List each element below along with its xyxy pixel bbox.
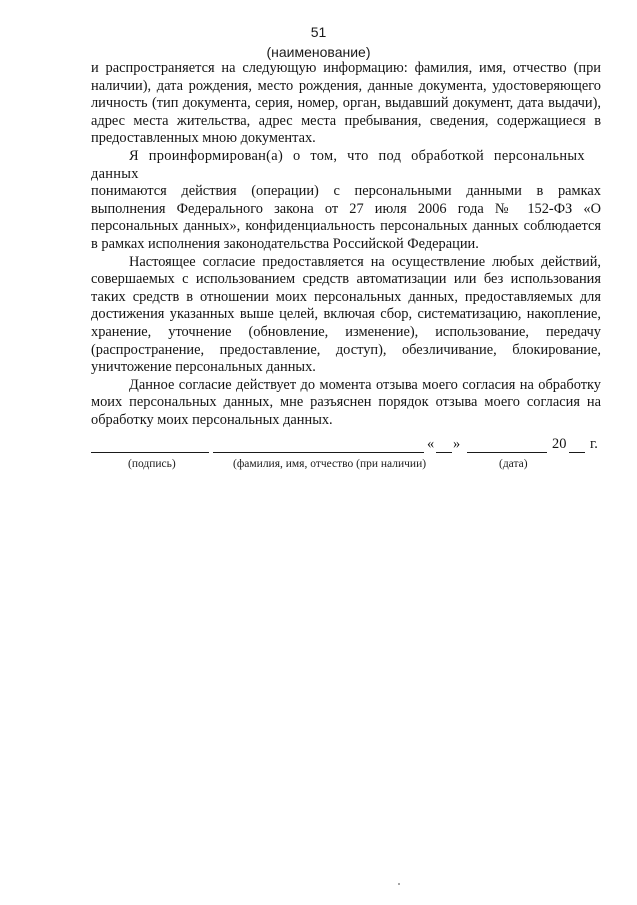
month-line[interactable] <box>467 436 547 453</box>
year-line[interactable] <box>569 436 585 453</box>
full-name-line[interactable] <box>213 436 424 453</box>
signature-line[interactable] <box>91 436 209 453</box>
paragraph-consent-validity: Данное согласие действует до момента отзыва моего согласия на обработку моих персональных данных, мне разъяснен порядок отзыва моего согласия на обработку моих персональных данных. <box>91 376 601 428</box>
year-prefix: 20 <box>552 436 567 452</box>
date-quote-open: « <box>427 436 435 452</box>
paragraph-personal-info: и распространяется на следующую информацию: фамилия, имя, отчество (при наличии), дата рождения, место рождения, данные документа, удостоверяющего личность (тип документа, серия, номер, орган, выдавший документ, дата выдачи), адрес места жительства, адрес места пребывания, сведения, содержащиеся в предоставленных мною документах. <box>91 60 601 147</box>
paragraph-processing-definition: понимаются действия (операции) с персональными данными в рамках выполнения Федерального закона от 27 июля 2006 года № 152-ФЗ «О персональных данных», конфиденциальность персональных данных соблюдается в рамках исполнения законодательства Российской Федерации. <box>91 183 601 252</box>
year-suffix: г. <box>590 436 598 452</box>
paragraph-informed: Я проинформирован(а) о том, что под обработкой персональных данных <box>91 147 585 182</box>
day-line[interactable] <box>436 436 452 453</box>
signature-caption: (подпись) <box>128 458 176 470</box>
full-name-caption: (фамилия, имя, отчество (при наличии) <box>233 458 427 470</box>
date-caption: (дата) <box>499 458 528 470</box>
scan-speck <box>398 883 400 885</box>
page-number: 51 <box>310 24 327 40</box>
consent-text <box>91 60 601 429</box>
paragraph-consent-scope: Настоящее согласие предоставляется на осуществление любых действий, совершаемых с использованием средств автоматизации или без использования таких средств в отношении моих персональных данных, предоставляемых для достижения указанных выше целей, включая сбор, систематизацию, накопление, хранение, уточнение (обновление, изменение), использование, передачу (распространение, предоставление, доступ), обезличивание, блокирование, уничтожение персональных данных. <box>91 253 601 376</box>
header-title: (наименование) <box>266 44 371 60</box>
signature-row <box>91 436 601 458</box>
date-quote-close: » <box>453 436 461 452</box>
